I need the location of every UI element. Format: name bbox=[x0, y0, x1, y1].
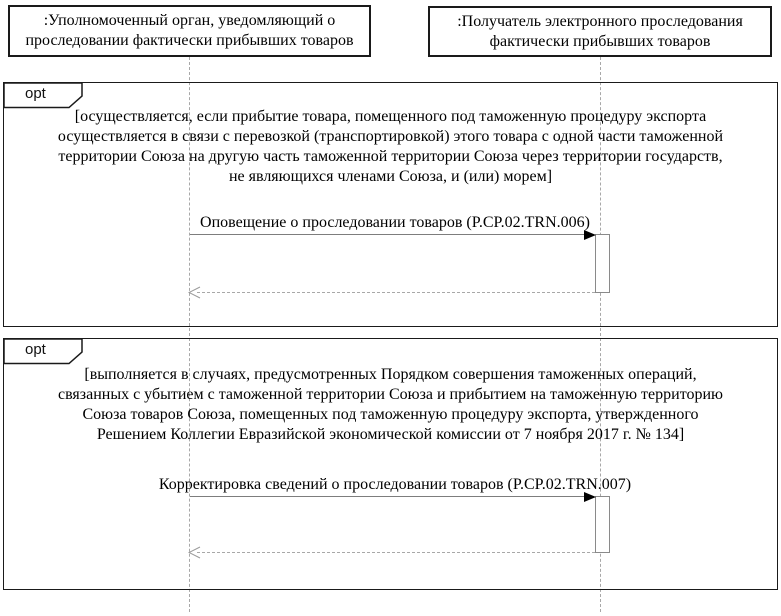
activation-bar-2 bbox=[595, 496, 610, 553]
opt-fragment-1 bbox=[3, 82, 778, 327]
guard-line: [выполняется в случаях, предусмотренных Порядком совершения таможенных операций, bbox=[84, 366, 697, 383]
guard-condition-2 bbox=[4, 365, 777, 445]
return-arrowhead-1-icon bbox=[188, 286, 201, 299]
opt-operator-label-2: opt bbox=[25, 341, 46, 358]
actor-box-receiver bbox=[428, 6, 772, 57]
guard-line: связанных с убытием с таможенной территории Союза и прибытием на таможенную территорию bbox=[57, 386, 724, 403]
return-arrow-2 bbox=[197, 552, 595, 553]
actor-label-receiver: :Получатель электронного проследования фактически прибывших товаров bbox=[457, 12, 743, 50]
guard-condition-1 bbox=[4, 107, 777, 187]
guard-line: [осуществляется, если прибытие товара, помещенного под таможенную процедуру экспорта bbox=[74, 108, 707, 125]
message-label-1: Оповещение о проследовании товаров (P.CP.02.TRN.006) bbox=[200, 214, 590, 231]
message-arrowhead-1-icon bbox=[584, 230, 596, 240]
message-arrow-1 bbox=[190, 234, 584, 235]
message-arrow-2 bbox=[190, 496, 584, 497]
guard-line: Решением Коллегии Евразийской экономической комиссии от 7 ноября 2017 г. № 134] bbox=[96, 426, 685, 443]
return-arrow-1 bbox=[197, 292, 595, 293]
guard-line: Союза товаров Союза, помещенных под таможенную процедуру экспорта, утвержденного bbox=[82, 406, 699, 423]
return-arrowhead-2-icon bbox=[188, 546, 201, 559]
guard-line: не являющихся членами Союза, и (или) морем] bbox=[228, 168, 553, 185]
guard-line: осуществляется в связи с перевозкой (транспортировкой) этого товара с одной части таможенной bbox=[57, 128, 724, 145]
message-label-2: Корректировка сведений о проследовании товаров (P.CP.02.TRN.007) bbox=[158, 476, 632, 493]
opt-operator-label-1: opt bbox=[25, 85, 46, 102]
guard-line: территории Союза на другую часть таможенной территории Союза через территории государств, bbox=[58, 148, 723, 165]
actor-label-notifying-authority: :Уполномоченный орган, уведомляющий о проследовании фактически прибывших товаров bbox=[25, 12, 354, 49]
message-arrowhead-2-icon bbox=[584, 492, 596, 502]
actor-box-notifying-authority bbox=[8, 5, 371, 57]
activation-bar-1 bbox=[595, 234, 610, 293]
